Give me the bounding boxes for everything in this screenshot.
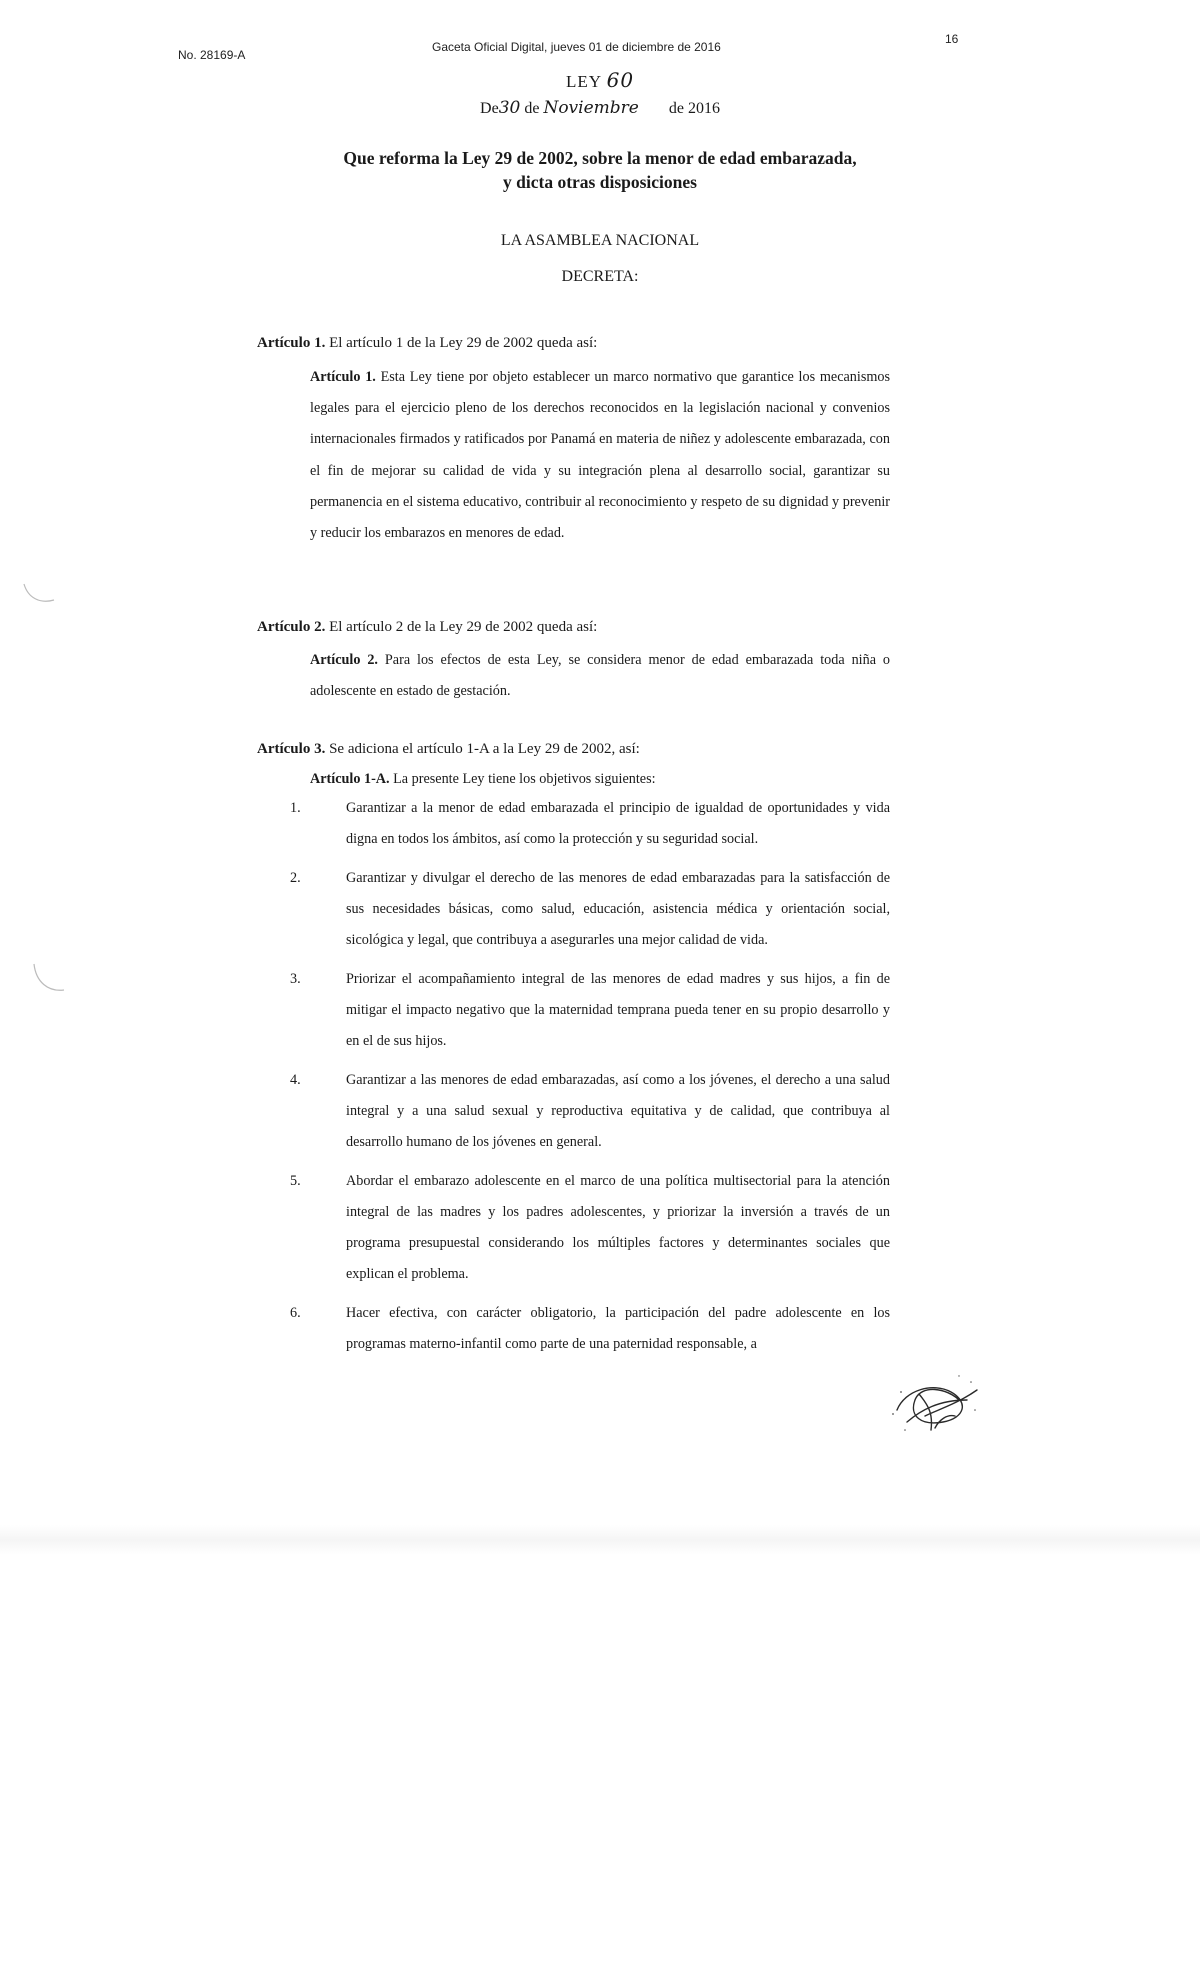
- article-3-heading: [257, 734, 640, 765]
- law-number-handwritten: 60: [606, 68, 635, 92]
- article-2-heading: [257, 612, 597, 643]
- objective-text: Garantizar a la menor de edad embarazada el principio de igualdad de oportunidades y vida digna en todos los ámbitos, así como la protección y su seguridad social.: [346, 800, 890, 847]
- date-day-handwritten: 30: [498, 98, 521, 118]
- objectives-list: [290, 793, 890, 1368]
- article-2-text: El artículo 2 de la Ley 29 de 2002 queda así:: [329, 619, 598, 635]
- objective-item: [290, 1298, 890, 1360]
- objective-number: 4.: [290, 1072, 301, 1088]
- article-1-text: El artículo 1 de la Ley 29 de 2002 queda así:: [329, 335, 598, 351]
- objective-text: Abordar el embarazo adolescente en el marco de una política multisectorial para la atención integral de las madres y los padres adolescentes, y priorizar la inversión a través de un programa presupuestal considerando los múltiples factores y determinantes sociales que explican el problema.: [346, 1173, 890, 1282]
- decree-label: DECRETA:: [561, 268, 639, 285]
- objective-item: [290, 1065, 890, 1158]
- objective-number: 6.: [290, 1305, 301, 1321]
- handwritten-signature-icon: [885, 1370, 985, 1440]
- article-1-quote: [310, 362, 890, 549]
- date-month-handwritten: Noviembre: [543, 98, 639, 118]
- objective-text: Priorizar el acompañamiento integral de las menores de edad madres y sus hijos, a fin de mitigar el impacto negativo que la maternidad temprana pueda tener en su propio desarrollo y en el de sus hijos.: [346, 971, 890, 1049]
- article-1a-text: La presente Ley tiene los objetivos siguientes:: [393, 771, 656, 787]
- scan-artifact-band: [0, 1525, 1200, 1555]
- article-2-quote-label: Artículo 2.: [310, 652, 378, 668]
- date-prefix: De: [480, 100, 499, 117]
- article-2-quote: [310, 645, 890, 707]
- article-1a-label: Artículo 1-A.: [310, 771, 390, 787]
- article-1a-intro: [310, 764, 890, 795]
- objective-text: Garantizar y divulgar el derecho de las menores de edad embarazadas para la satisfacción de sus necesidades básicas, como salud, educación, asistencia médica y orientación social, sicológica y legal, que contribuya a asegurarles una mejor calidad de vida.: [346, 870, 890, 948]
- law-label: LEY: [565, 72, 602, 91]
- article-1-label: Artículo 1.: [257, 335, 326, 351]
- objective-item: [290, 863, 890, 956]
- law-date-line: [0, 98, 1200, 118]
- article-1-quote-label: Artículo 1.: [310, 369, 376, 385]
- law-title-line-1: Que reforma la Ley 29 de 2002, sobre la menor de edad embarazada,: [343, 148, 857, 168]
- objective-number: 1.: [290, 800, 301, 816]
- law-number-line: [0, 68, 1200, 92]
- date-year: de 2016: [668, 100, 720, 117]
- article-3-text: Se adiciona el artículo 1-A a la Ley 29 de 2002, así:: [329, 741, 640, 757]
- objective-text: Hacer efectiva, con carácter obligatorio, la participación del padre adolescente en los programas materno-infantil como parte de una paternidad responsable, a: [346, 1305, 890, 1352]
- objective-text: Garantizar a las menores de edad embarazadas, así como a los jóvenes, el derecho a una salud integral y a una salud sexual y reproductiva equitativa y de calidad, que contribuya al desarrollo humano de los jóvenes en general.: [346, 1072, 890, 1150]
- objective-item: [290, 1166, 890, 1290]
- article-3-label: Artículo 3.: [257, 741, 326, 757]
- article-1-quote-text: Esta Ley tiene por objeto establecer un marco normativo que garantice los mecanismos legales para el ejercicio pleno de los derechos reconocidos en la legislación nacional y convenios internacionales firmados y ratificados por Panamá en materia de niñez y adolescente embarazada, con el fin de mejorar su calidad de vida y su integración plena al desarrollo social, garantizar su permanencia en el sistema educativo, contribuir al reconocimiento y respeto de su dignidad y prevenir y reducir los embarazos en menores de edad.: [310, 369, 891, 542]
- objective-item: [290, 793, 890, 855]
- gazette-title: Gaceta Oficial Digital, jueves 01 de diciembre de 2016: [432, 40, 721, 54]
- law-title-line-2: y dicta otras disposiciones: [503, 172, 697, 192]
- issuer: LA ASAMBLEA NACIONAL: [500, 232, 700, 249]
- objective-item: [290, 964, 890, 1057]
- objective-number: 5.: [290, 1173, 301, 1189]
- gazette-number: No. 28169-A: [178, 48, 246, 62]
- article-2-quote-text: Para los efectos de esta Ley, se considera menor de edad embarazada toda niña o adolescente en estado de gestación.: [310, 652, 891, 700]
- binder-hole-mark: [28, 960, 68, 1000]
- objective-number: 2.: [290, 870, 301, 886]
- binder-hole-mark: [18, 580, 58, 610]
- article-2-label: Artículo 2.: [257, 619, 326, 635]
- date-de: de: [524, 100, 540, 117]
- page-number: 16: [945, 32, 959, 46]
- article-1-heading: [257, 328, 597, 359]
- objective-number: 3.: [290, 971, 301, 987]
